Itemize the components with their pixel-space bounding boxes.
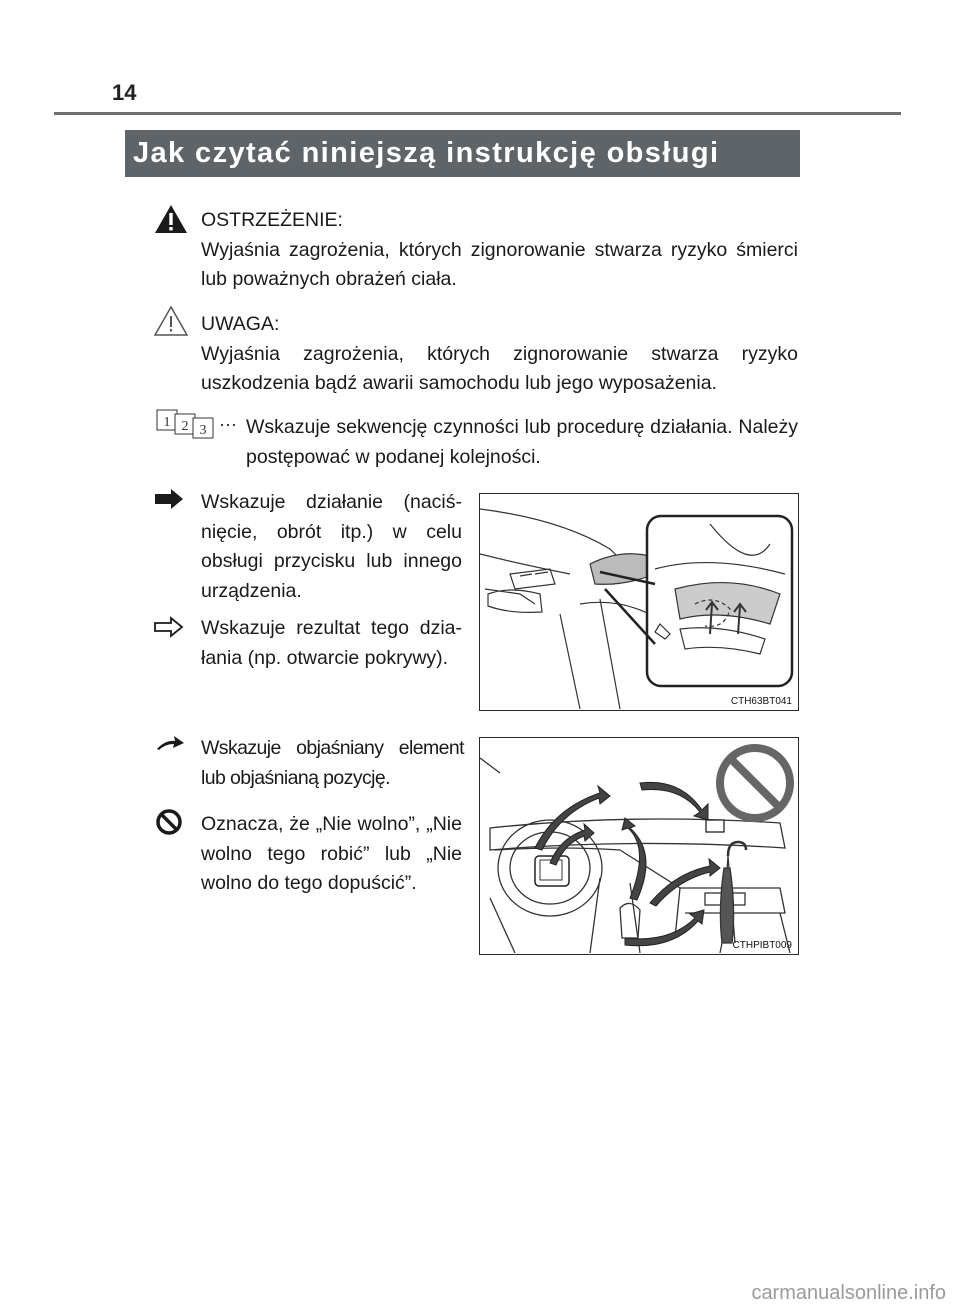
step-dots: ··· xyxy=(219,414,237,434)
figure-dashboard-prohibited xyxy=(479,737,799,955)
caution-block xyxy=(201,310,798,399)
prohibited-icon xyxy=(155,808,183,836)
section-title: Jak czytać niniejszą instrukcję obsługi xyxy=(125,130,800,177)
caution-heading: UWAGA: xyxy=(201,313,280,335)
warning-text: Wyjaśnia zagrożenia, których zignorowanie stwarza ryzyko śmierci lub poważnych obrażeń ciała. xyxy=(201,238,798,290)
watermark: carmanualsonline.info xyxy=(751,1282,946,1304)
steps-text: Wskazuje sekwencję czynności lub procedurę działania. Należy postępować w podanej kolejności. xyxy=(246,416,798,468)
page-number: 14 xyxy=(112,80,137,105)
step-number-2: 2 xyxy=(181,419,189,434)
caution-text: Wyjaśnia zagrożenia, których zignorowanie stwarza ryzyko uszkodzenia bądź awarii samochodu lub jego wyposażenia. xyxy=(201,342,798,394)
action-text: Wskazuje działanie (naciś-nięcie, obrót itp.) w celu obsługi przycisku lub innego urządzenia. xyxy=(201,491,462,602)
overhead-console-illustration xyxy=(480,494,797,709)
filled-arrow-icon xyxy=(154,488,184,510)
caution-icon xyxy=(153,305,189,337)
step-numbers-icon xyxy=(156,409,220,439)
pointer-arrow-icon xyxy=(155,734,185,752)
outline-arrow-icon xyxy=(154,616,184,638)
step-number-1: 1 xyxy=(163,415,171,430)
prohibited-text: Oznacza, że „Nie wolno”, „Nie wolno tego robić” lub „Nie wolno do tego dopuścić”. xyxy=(201,813,462,894)
pointer-text: Wskazuje objaśniany element lub objaśnianą pozycję. xyxy=(201,737,464,789)
step-number-3: 3 xyxy=(199,423,207,438)
warning-block xyxy=(201,206,798,295)
figure-overhead-console xyxy=(479,493,799,711)
warning-heading: OSTRZEŻENIE: xyxy=(201,209,343,231)
top-divider xyxy=(54,112,901,115)
result-text: Wskazuje rezultat tego dzia-łania (np. otwarcie pokrywy). xyxy=(201,617,462,669)
warning-icon xyxy=(153,203,189,235)
dashboard-illustration xyxy=(480,738,797,953)
figure-2-code: CTHPIBT009 xyxy=(732,940,792,951)
figure-1-code: CTH63BT041 xyxy=(730,696,792,707)
